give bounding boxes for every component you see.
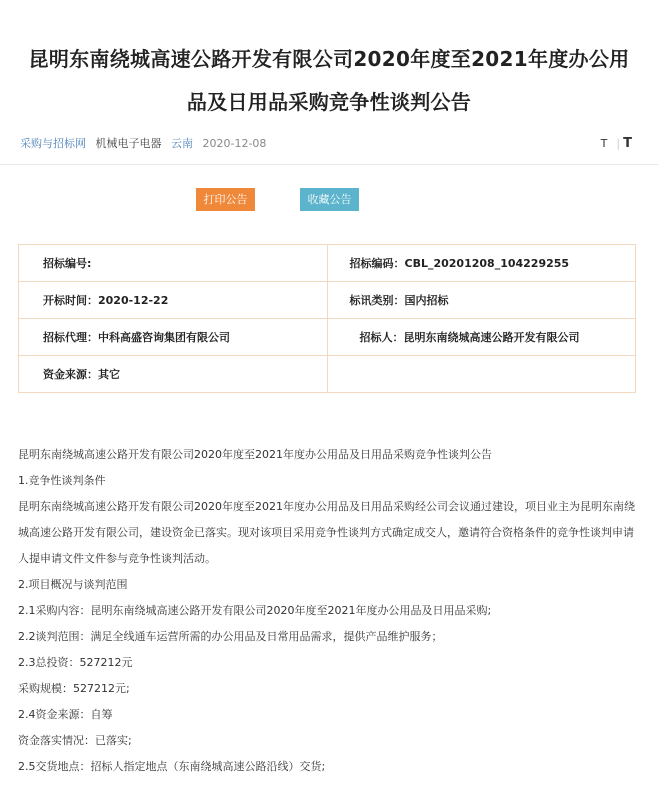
bid-info-table [18, 244, 636, 393]
paragraph: 2.1采购内容：昆明东南绕城高速公路开发有限公司2020年度至2021年度办公用品及日用品采购; [18, 604, 492, 617]
table-row [19, 282, 636, 319]
bid-code-cell: 招标编码：CBL_20201208_104229255 [327, 245, 636, 282]
bid-number-cell: 招标编号: [19, 245, 328, 282]
publish-date: 2020-12-08 [202, 137, 267, 150]
tenderer-cell: 招标人：昆明东南绕城高速公路开发有限公司 [327, 319, 636, 356]
font-small-button[interactable]: T [600, 137, 608, 150]
paragraph: 2.3总投资：527212元 [18, 656, 133, 669]
title-line-1: 昆明东南绕城高速公路开发有限公司2020年度至2021年度办公用 [28, 47, 630, 71]
title-line-2: 品及日用品采购竞争性谈判公告 [186, 90, 472, 114]
paragraph: 1.竞争性谈判条件 [18, 474, 106, 487]
region-link[interactable]: 云南 [171, 137, 193, 150]
print-button[interactable]: 打印公告 [196, 188, 255, 211]
fund-source-cell: 资金来源：其它 [19, 356, 328, 393]
info-type-cell: 标讯类别：国内招标 [327, 282, 636, 319]
paragraph: 2.5交货地点：招标人指定地点（东南绕城高速公路沿线）交货; [18, 760, 326, 773]
paragraph: 2.项目概况与谈判范围 [18, 578, 128, 591]
font-size-separator: | [616, 137, 621, 150]
paragraph: 资金落实情况：已落实; [18, 734, 132, 747]
paragraph: 2.2谈判范围：满足全线通车运营所需的办公用品及日常用品需求，提供产品维护服务； [18, 630, 443, 643]
paragraph: 昆明东南绕城高速公路开发有限公司2020年度至2021年度办公用品及日用品采购经公司会议通过建设，项目业主为昆明东南绕城高速公路开发有限公司，建设资金已落实。现对该项目采用竞争性谈判方式确定成交人，邀请符合资格条件的竞争性谈判申请人提申请文件文件参与竞争性谈判活动。 [18, 500, 635, 565]
empty-cell [327, 356, 636, 393]
source-link[interactable]: 采购与招标网 [20, 137, 86, 150]
table-row [19, 319, 636, 356]
table-row [19, 245, 636, 282]
paragraph: 采购规模：527212元; [18, 682, 130, 695]
agent-cell: 招标代理：中科高盛咨询集团有限公司 [19, 319, 328, 356]
favorite-button[interactable]: 收藏公告 [300, 188, 359, 211]
header-divider [0, 164, 658, 165]
paragraph: 2.4资金来源：自筹 [18, 708, 113, 721]
meta-bar [20, 135, 638, 153]
paragraph: 昆明东南绕城高速公路开发有限公司2020年度至2021年度办公用品及日用品采购竞争性谈判公告 [18, 448, 492, 461]
font-size-switcher [601, 135, 638, 153]
announcement-body [18, 442, 638, 780]
open-time-cell: 开标时间：2020-12-22 [19, 282, 328, 319]
font-large-button[interactable]: T [623, 136, 632, 151]
category-label: 机械电子电器 [95, 137, 162, 150]
table-row [19, 356, 636, 393]
page-title [20, 38, 638, 124]
